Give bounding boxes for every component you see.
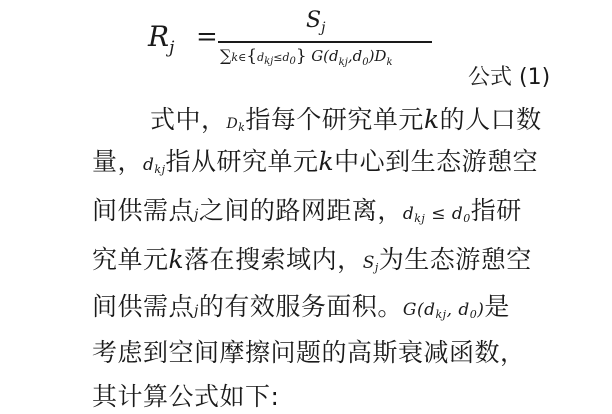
formula-equals: = xyxy=(196,22,218,52)
text-line-3: 间供需点j之间的路网距离，dkj ≤ d0指研 xyxy=(92,196,522,225)
formula-lhs: $R_j$ xyxy=(148,20,175,58)
text-line-2: 量，dkj指从研究单元k中心到生态游憩空 xyxy=(92,147,539,176)
formula-rj xyxy=(138,8,438,88)
text-line-4: 究单元k落在搜索域内，Sj为生态游憩空 xyxy=(92,245,532,274)
text-line-1: 式中，Dk指每个研究单元k的人口数 xyxy=(150,105,542,134)
text-line-5: 间供需点j的有效服务面积。G(dkj, d0)是 xyxy=(92,292,510,321)
fraction-bar xyxy=(218,41,432,43)
text-line-6: 考虑到空间摩擦问题的高斯衰减函数， xyxy=(92,338,526,367)
formula-number-label: 公式 (1) xyxy=(468,65,551,90)
formula-denominator: $\sum k\in\{d_{kj}\le d_0\}$ $G(d_{kj},d_0)D_k$ xyxy=(220,46,393,68)
formula-numerator: $S_j$ xyxy=(306,8,326,36)
text-line-7: 其计算公式如下: xyxy=(92,382,280,411)
